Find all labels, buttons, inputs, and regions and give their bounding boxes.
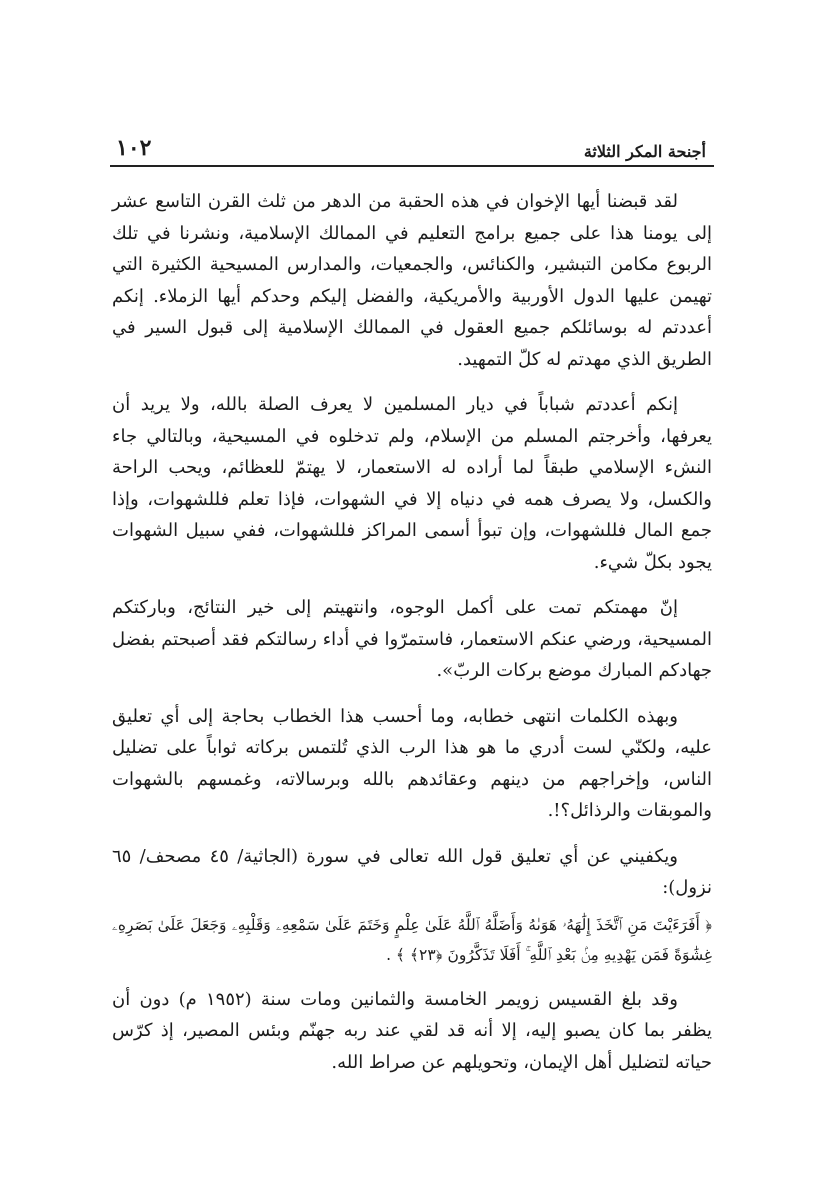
closing-paragraph: وقد بلغ القسيس زويمر الخامسة والثمانين ومات سنة (١٩٥٢ م) دون أن يظفر بما كان يصبو إليه، إلا أنه قد لقي عند ربه جهنّم وبئس المصير، إذ كرّس حياته لتضليل أهل الإيمان، وتحويلهم عن صراط الله. bbox=[112, 988, 712, 1073]
body-text bbox=[112, 186, 712, 1092]
page-number: ١٠٢ bbox=[116, 135, 152, 161]
paragraph-5: ويكفيني عن أي تعليق قول الله تعالى في سورة (الجاثية/ ٤٥ مصحف/ ٦٥ نزول): bbox=[112, 845, 712, 898]
header-rule bbox=[110, 165, 714, 167]
quran-verse: ﴿ أَفَرَءَيْتَ مَنِ ٱتَّخَذَ إِلَٰهَهُۥ هَوَىٰهُ وَأَضَلَّهُ ٱللَّهُ عَلَىٰ عِلْمٍ وَخَتَمَ عَلَىٰ سَمْعِهِۦ وَقَلْبِهِۦ وَجَعَلَ عَلَىٰ بَصَرِهِۦ غِشَٰوَةً فَمَن يَهْدِيهِ مِنۢ بَعْدِ ٱللَّهِ ۚ أَفَلَا تَذَكَّرُونَ ﴿٢٣﴾ ﴾ . bbox=[112, 915, 712, 964]
paragraph-4: وبهذه الكلمات انتهى خطابه، وما أحسب هذا الخطاب بحاجة إلى أي تعليق عليه، ولكنّي لست أدري ما هو هذا الرب الذي تُلتمس بركاته ثواباً على تضليل الناس، وإخراجهم من دينهم وعقائدهم بالله وبرسالاته، وغمسهم بالشهوات والموبقات والرذائل؟!. bbox=[112, 705, 712, 821]
paragraph-1: لقد قبضنا أيها الإخوان في هذه الحقبة من الدهر من ثلث القرن التاسع عشر إلى يومنا هذا على جميع برامج التعليم في الممالك الإسلامية، ونشرنا في تلك الربوع مكامن التبشير، والكنائس، والجمعيات، والمدارس المسيحية الكثيرة التي تهيمن عليها الدول الأوربية والأمريكية، والفضل إليكم وحدكم أيها الزملاء. إنكم أعددتم له بوسائلكم جميع العقول في الممالك الإسلامية إلى قبول السير في الطريق الذي مهدتم له كلّ التمهيد. bbox=[112, 191, 712, 370]
paragraph-2: إنكم أعددتم شباباً في ديار المسلمين لا يعرف الصلة بالله، ولا يريد أن يعرفها، وأخرجتم المسلم من الإسلام، ولم تدخلوه في المسيحية، وبالتالي جاء النشء الإسلامي طبقاً لما أراده له الاستعمار، لا يهتمّ للعظائم، ويحب الراحة والكسل، ولا يصرف همه في دنياه إلا في الشهوات، فإذا تعلم فللشهوات، وإذا جمع المال فللشهوات، وإن تبوأ أسمى المراكز فللشهوات، ففي سبيل الشهوات يجود بكلّ شيء. bbox=[112, 394, 712, 573]
running-title: أجنحة المكر الثلاثة bbox=[583, 142, 706, 161]
paragraph-3: إنّ مهمتكم تمت على أكمل الوجوه، وانتهيتم إلى خير النتائج، وباركتكم المسيحية، ورضي عنكم الاستعمار، فاستمرّوا في أداء رسالتكم فقد أصبحتم بفضل جهادكم المبارك موضع بركات الربّ». bbox=[112, 597, 712, 681]
page-header bbox=[116, 133, 706, 161]
